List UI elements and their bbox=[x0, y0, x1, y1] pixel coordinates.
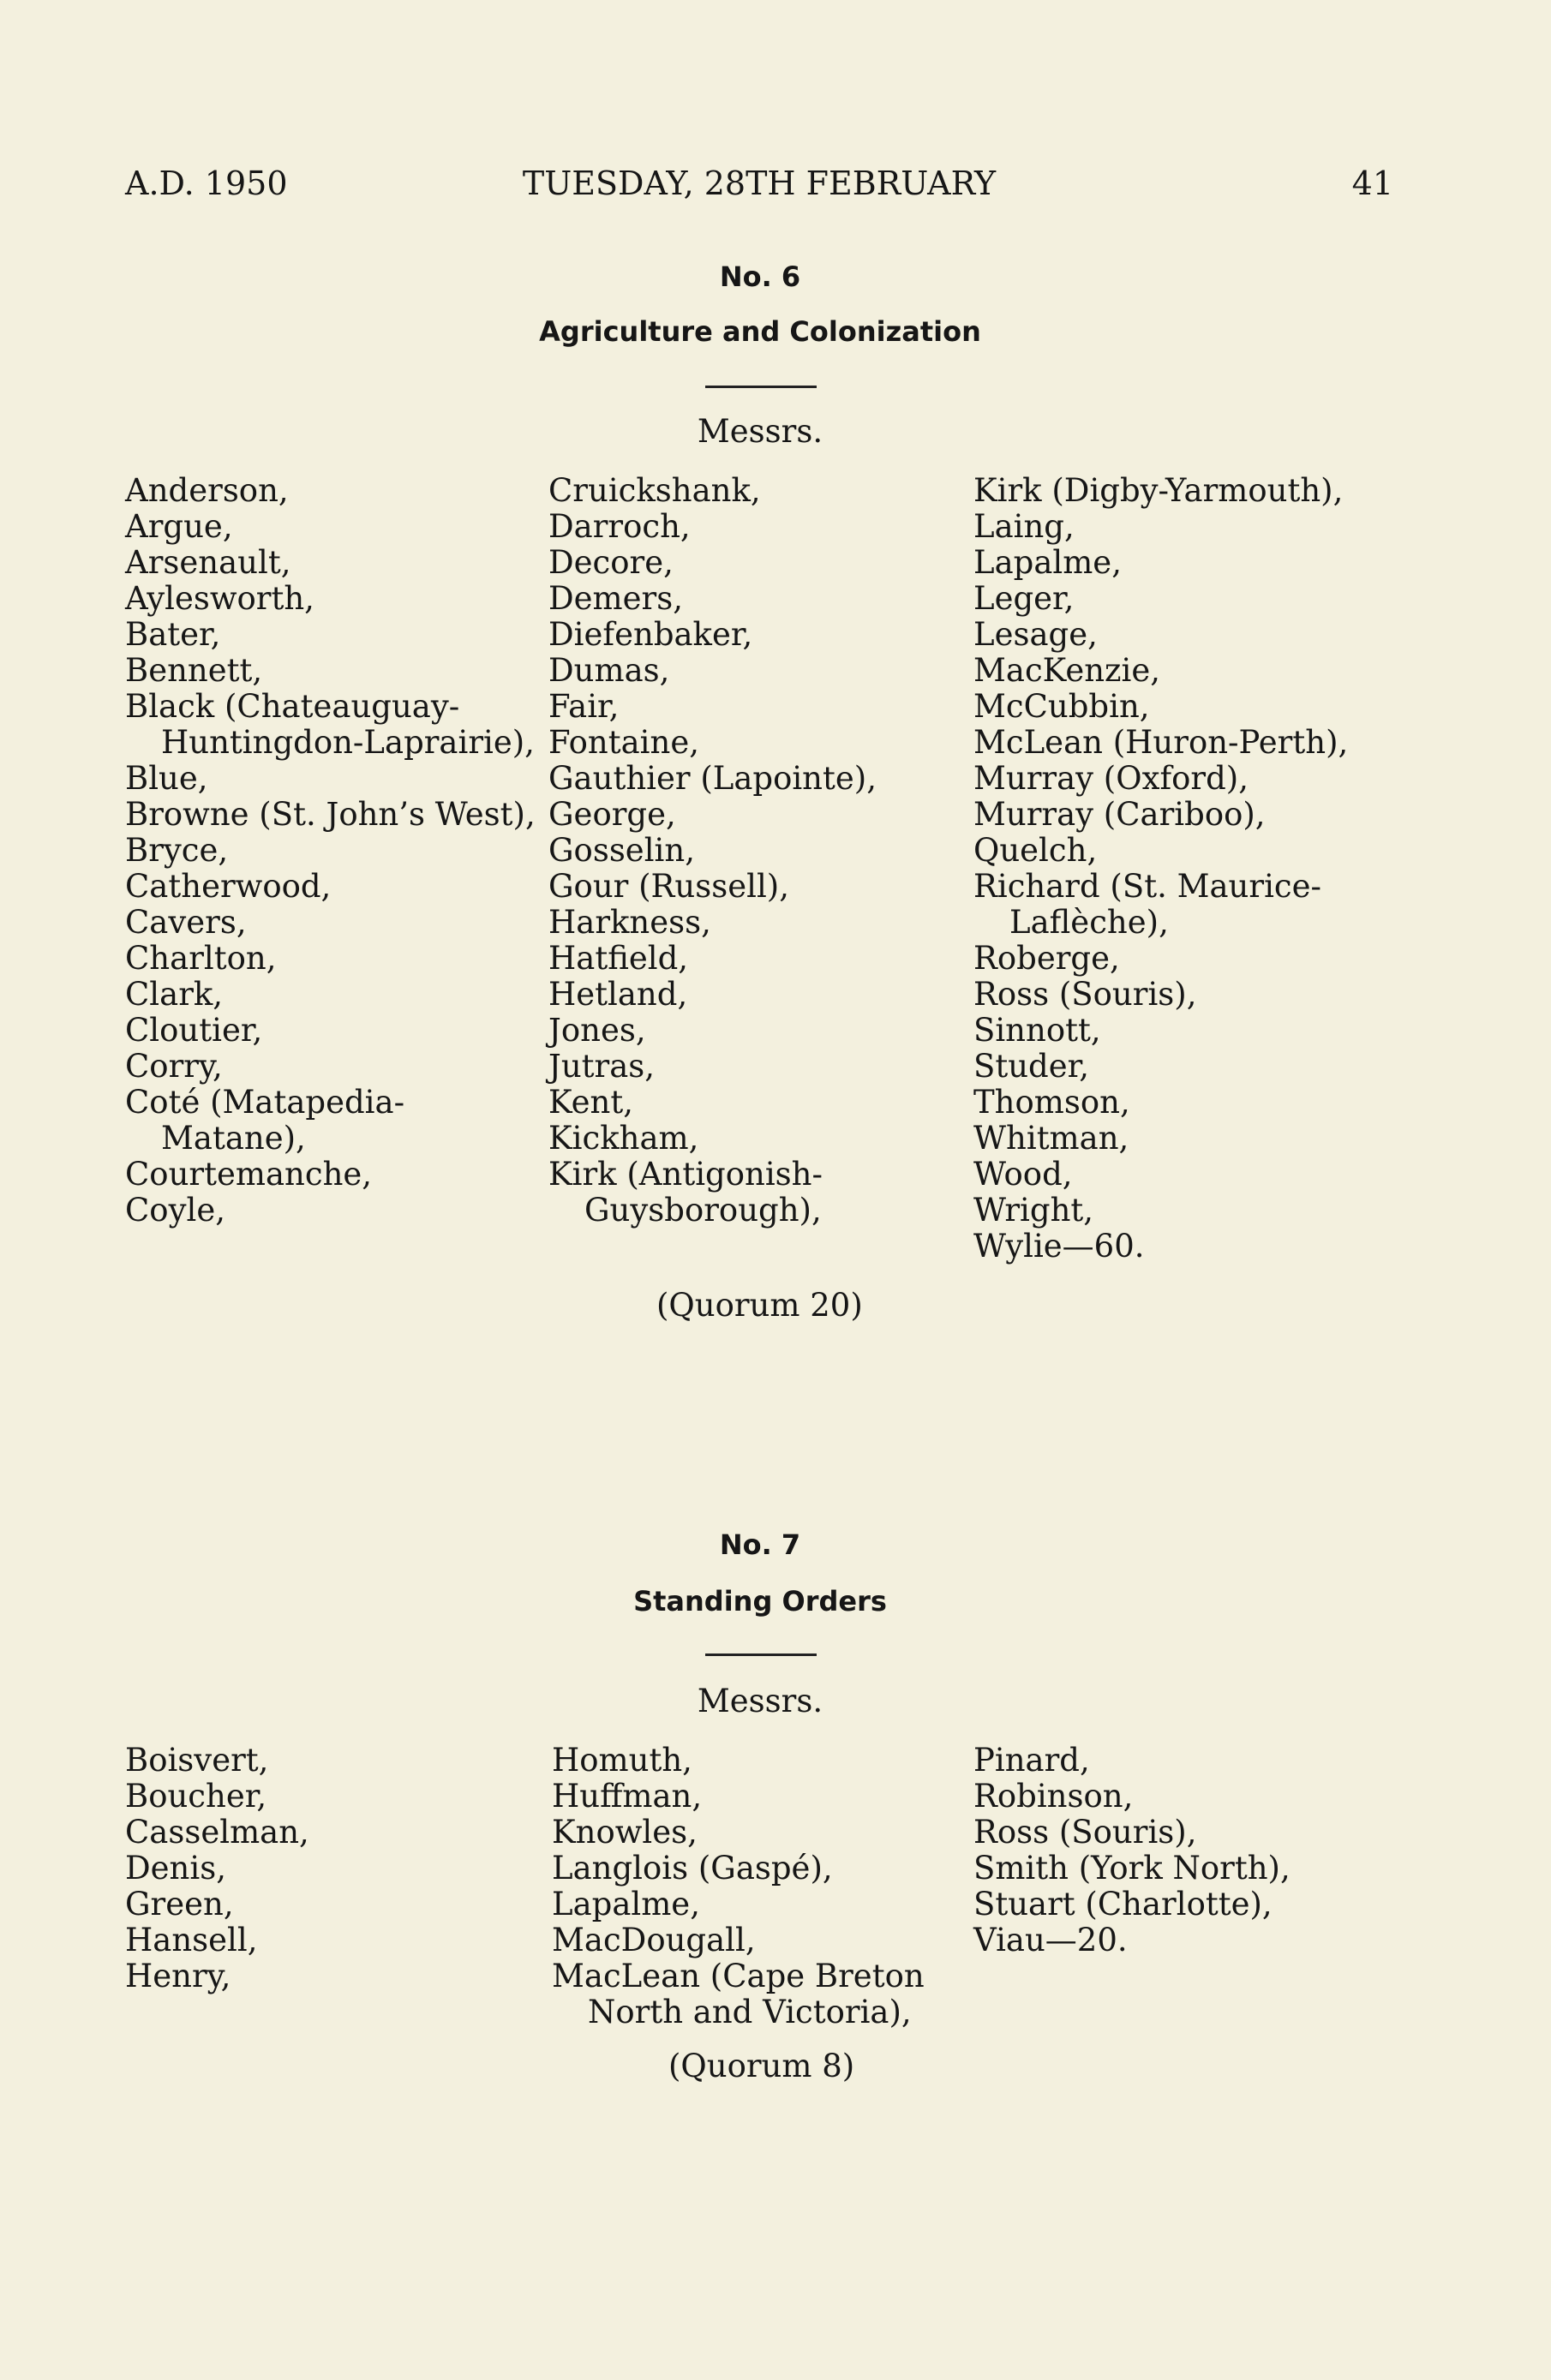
member-name bbox=[973, 1851, 1291, 1887]
member-name-line: Hansell, bbox=[125, 1922, 258, 1958]
member-name bbox=[125, 581, 536, 617]
member-name-line: Kickham, bbox=[548, 1120, 699, 1157]
member-name-line: Gour (Russell), bbox=[548, 868, 789, 905]
member-name bbox=[973, 581, 1348, 617]
member-name-line: Bater, bbox=[125, 616, 221, 653]
member-name bbox=[548, 761, 877, 797]
member-name bbox=[973, 1887, 1291, 1923]
member-name bbox=[552, 1815, 925, 1851]
member-name bbox=[548, 1085, 877, 1121]
member-name bbox=[552, 1743, 925, 1779]
member-name-line: Catherwood, bbox=[125, 868, 332, 905]
member-name-line: Huffman, bbox=[552, 1778, 703, 1815]
member-name bbox=[125, 1743, 309, 1779]
member-name bbox=[125, 1887, 309, 1923]
header-year: A.D. 1950 bbox=[125, 164, 288, 202]
members-label: Messrs. bbox=[697, 413, 823, 450]
member-name-line: Hatfield, bbox=[548, 940, 689, 977]
member-name bbox=[125, 1157, 536, 1193]
member-name bbox=[973, 1229, 1348, 1265]
member-name bbox=[973, 1121, 1348, 1157]
member-name-line: Ross (Souris), bbox=[973, 1814, 1197, 1851]
member-name-line: Ross (Souris), bbox=[973, 976, 1197, 1013]
member-name-line: Robinson, bbox=[973, 1778, 1134, 1815]
member-name bbox=[552, 1923, 925, 1958]
member-name-line: Denis, bbox=[125, 1850, 226, 1887]
members-column-3 bbox=[973, 1743, 1291, 1958]
member-name-continuation: Guysborough), bbox=[584, 1192, 822, 1229]
member-name-line: Kirk (Antigonish- bbox=[548, 1156, 823, 1193]
member-name bbox=[548, 617, 877, 653]
member-name bbox=[125, 977, 536, 1013]
member-name bbox=[552, 1887, 925, 1923]
member-name-line: Green, bbox=[125, 1886, 234, 1923]
member-name-line: Richard (St. Maurice- bbox=[973, 868, 1322, 905]
member-name-line: MacKenzie, bbox=[973, 652, 1161, 689]
member-name-line: Leger, bbox=[973, 580, 1075, 617]
member-name bbox=[125, 1958, 309, 1994]
member-name bbox=[548, 509, 877, 545]
member-name-continuation: Matane), bbox=[161, 1120, 306, 1157]
member-name bbox=[125, 1779, 309, 1815]
page-number: 41 bbox=[1351, 164, 1393, 202]
member-name-line: Henry, bbox=[125, 1958, 231, 1994]
member-name-line: Knowles, bbox=[552, 1814, 698, 1851]
member-name bbox=[548, 869, 877, 905]
member-name-line: Casselman, bbox=[125, 1814, 309, 1851]
member-name-line: Demers, bbox=[548, 580, 683, 617]
member-name bbox=[125, 545, 536, 581]
member-name bbox=[552, 1958, 925, 2030]
member-name-line: Gauthier (Lapointe), bbox=[548, 760, 877, 797]
member-name bbox=[548, 473, 877, 509]
member-name bbox=[125, 761, 536, 797]
member-name bbox=[973, 545, 1348, 581]
member-name bbox=[973, 1193, 1348, 1229]
member-name bbox=[125, 1815, 309, 1851]
member-name-line: Quelch, bbox=[973, 832, 1098, 869]
member-name bbox=[973, 509, 1348, 545]
member-name-line: Boucher, bbox=[125, 1778, 267, 1815]
member-name bbox=[125, 833, 536, 869]
member-name bbox=[125, 1923, 309, 1958]
member-name-line: Lapalme, bbox=[552, 1886, 700, 1923]
member-name bbox=[548, 977, 877, 1013]
member-name-line: Aylesworth, bbox=[125, 580, 314, 617]
member-name bbox=[125, 1049, 536, 1085]
members-column-1 bbox=[125, 473, 536, 1229]
member-name-line: Arsenault, bbox=[125, 544, 291, 581]
member-name-line: Coté (Matapedia- bbox=[125, 1084, 405, 1121]
member-name bbox=[973, 1923, 1291, 1958]
member-name-line: Lapalme, bbox=[973, 544, 1122, 581]
header-date: TUESDAY, 28TH FEBRUARY bbox=[522, 164, 997, 202]
member-name bbox=[973, 977, 1348, 1013]
member-name-line: Black (Chateauguay- bbox=[125, 688, 460, 725]
committee-name: Agriculture and Colonization bbox=[539, 315, 981, 348]
member-name-line: Langlois (Gaspé), bbox=[552, 1850, 833, 1887]
member-name-line: Wright, bbox=[973, 1192, 1094, 1229]
member-name-line: Kent, bbox=[548, 1084, 634, 1121]
members-column-3 bbox=[973, 473, 1348, 1265]
member-name bbox=[125, 617, 536, 653]
member-name-line: MacDougall, bbox=[552, 1922, 756, 1958]
section-rule bbox=[705, 1653, 817, 1656]
member-name bbox=[548, 1121, 877, 1157]
member-name-line: Blue, bbox=[125, 760, 208, 797]
member-name-line: Boisvert, bbox=[125, 1742, 269, 1779]
member-name bbox=[548, 797, 877, 833]
member-name-line: Dumas, bbox=[548, 652, 670, 689]
committee-name: Standing Orders bbox=[633, 1585, 887, 1618]
running-head bbox=[125, 164, 1393, 207]
committee-number: No. 7 bbox=[719, 1528, 801, 1561]
member-name bbox=[125, 509, 536, 545]
member-name bbox=[125, 869, 536, 905]
member-name-line: McCubbin, bbox=[973, 688, 1150, 725]
member-name bbox=[973, 797, 1348, 833]
member-name-line: Studer, bbox=[973, 1048, 1090, 1085]
member-name bbox=[552, 1779, 925, 1815]
member-name-line: Stuart (Charlotte), bbox=[973, 1886, 1273, 1923]
member-name bbox=[973, 833, 1348, 869]
quorum: (Quorum 8) bbox=[668, 2048, 855, 2084]
member-name-line: Roberge, bbox=[973, 940, 1120, 977]
member-name-line: MacLean (Cape Breton bbox=[552, 1958, 925, 1994]
quorum: (Quorum 20) bbox=[656, 1287, 863, 1324]
member-name bbox=[125, 797, 536, 833]
member-name-line: Harkness, bbox=[548, 904, 711, 941]
member-name-line: McLean (Huron-Perth), bbox=[973, 724, 1349, 761]
member-name bbox=[125, 473, 536, 509]
member-name bbox=[973, 1815, 1291, 1851]
member-name-line: Laing, bbox=[973, 508, 1075, 545]
members-column-1 bbox=[125, 1743, 309, 1994]
member-name-continuation: Laflèche), bbox=[1009, 904, 1169, 941]
member-name bbox=[973, 869, 1348, 941]
member-name-line: Courtemanche, bbox=[125, 1156, 373, 1193]
member-name bbox=[973, 1157, 1348, 1193]
member-name bbox=[973, 689, 1348, 725]
member-name bbox=[125, 689, 536, 761]
member-name bbox=[973, 725, 1348, 761]
member-name bbox=[548, 689, 877, 725]
member-name-line: Bryce, bbox=[125, 832, 229, 869]
member-name bbox=[548, 545, 877, 581]
member-name-line: Viau—20. bbox=[973, 1922, 1128, 1958]
member-name-line: Clark, bbox=[125, 976, 224, 1013]
member-name-line: Diefenbaker, bbox=[548, 616, 753, 653]
member-name-line: Jones, bbox=[548, 1012, 646, 1049]
member-name-line: Cloutier, bbox=[125, 1012, 263, 1049]
member-name-line: Thomson, bbox=[973, 1084, 1130, 1121]
member-name-line: Gosselin, bbox=[548, 832, 695, 869]
member-name bbox=[552, 1851, 925, 1887]
member-name-line: Corry, bbox=[125, 1048, 223, 1085]
member-name-line: Murray (Oxford), bbox=[973, 760, 1249, 797]
member-name-line: Argue, bbox=[125, 508, 233, 545]
committee-number: No. 6 bbox=[719, 260, 801, 293]
member-name bbox=[548, 833, 877, 869]
member-name-line: Bennett, bbox=[125, 652, 263, 689]
member-name bbox=[548, 1049, 877, 1085]
member-name bbox=[125, 905, 536, 941]
member-name bbox=[548, 941, 877, 977]
member-name-line: Browne (St. John’s West), bbox=[125, 796, 536, 833]
member-name-line: Smith (York North), bbox=[973, 1850, 1291, 1887]
member-name-line: Darroch, bbox=[548, 508, 691, 545]
member-name bbox=[973, 617, 1348, 653]
member-name bbox=[973, 941, 1348, 977]
member-name-line: Wood, bbox=[973, 1156, 1073, 1193]
member-name-continuation: Huntingdon-Laprairie), bbox=[161, 724, 535, 761]
member-name bbox=[548, 725, 877, 761]
member-name-line: Murray (Cariboo), bbox=[973, 796, 1266, 833]
member-name-line: Whitman, bbox=[973, 1120, 1129, 1157]
member-name-line: Coyle, bbox=[125, 1192, 225, 1229]
member-name-line: Sinnott, bbox=[973, 1012, 1101, 1049]
member-name-line: Charlton, bbox=[125, 940, 277, 977]
member-name bbox=[973, 1779, 1291, 1815]
member-name-line: Fair, bbox=[548, 688, 620, 725]
member-name-line: Kirk (Digby-Yarmouth), bbox=[973, 472, 1344, 509]
member-name bbox=[125, 653, 536, 689]
member-name-line: Homuth, bbox=[552, 1742, 692, 1779]
member-name-line: George, bbox=[548, 796, 676, 833]
member-name bbox=[548, 905, 877, 941]
members-column-2 bbox=[548, 473, 877, 1229]
member-name-line: Hetland, bbox=[548, 976, 688, 1013]
member-name-line: Anderson, bbox=[125, 472, 289, 509]
member-name bbox=[125, 1193, 536, 1229]
member-name bbox=[125, 941, 536, 977]
members-label: Messrs. bbox=[697, 1683, 823, 1719]
member-name bbox=[973, 1013, 1348, 1049]
member-name bbox=[548, 581, 877, 617]
members-column-2 bbox=[552, 1743, 925, 2030]
member-name bbox=[973, 1743, 1291, 1779]
member-name-continuation: North and Victoria), bbox=[588, 1994, 912, 2030]
member-name bbox=[125, 1851, 309, 1887]
member-name bbox=[973, 473, 1348, 509]
member-name-line: Cruickshank, bbox=[548, 472, 761, 509]
member-name bbox=[125, 1013, 536, 1049]
member-name bbox=[973, 1085, 1348, 1121]
member-name bbox=[548, 1013, 877, 1049]
member-name-line: Cavers, bbox=[125, 904, 247, 941]
member-name bbox=[548, 1157, 877, 1229]
member-name bbox=[125, 1085, 536, 1157]
member-name-line: Fontaine, bbox=[548, 724, 700, 761]
section-rule bbox=[705, 386, 817, 388]
member-name bbox=[973, 653, 1348, 689]
member-name-line: Lesage, bbox=[973, 616, 1098, 653]
member-name-line: Decore, bbox=[548, 544, 674, 581]
member-name-line: Jutras, bbox=[548, 1048, 656, 1085]
member-name bbox=[973, 761, 1348, 797]
member-name bbox=[973, 1049, 1348, 1085]
member-name bbox=[548, 653, 877, 689]
member-name-line: Wylie—60. bbox=[973, 1228, 1145, 1265]
member-name-line: Pinard, bbox=[973, 1742, 1090, 1779]
